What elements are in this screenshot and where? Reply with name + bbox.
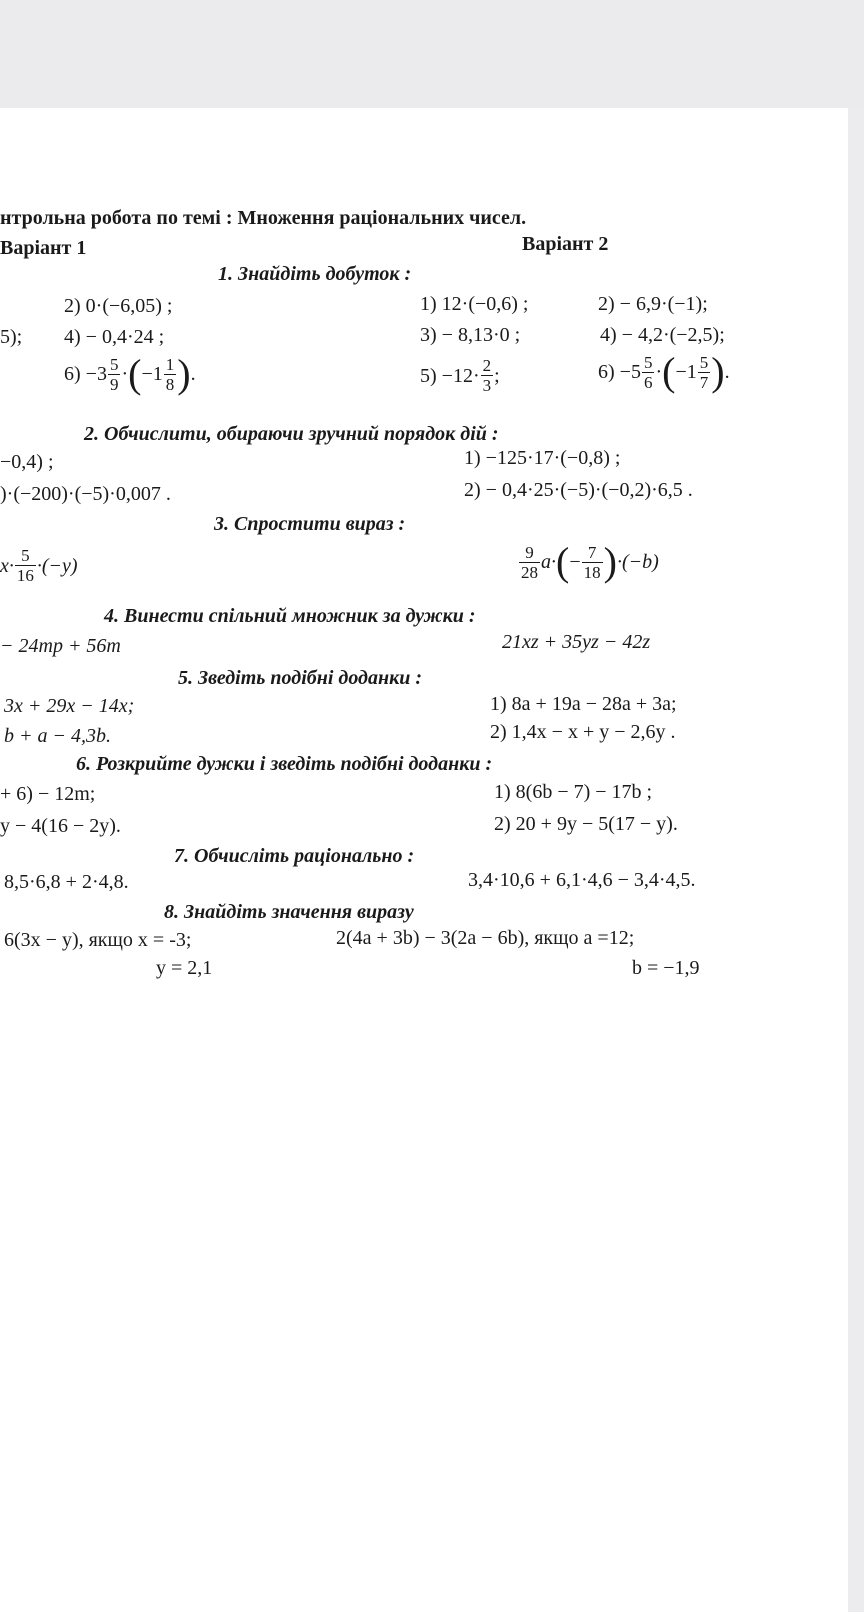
- left-paren: (: [556, 539, 570, 584]
- t1-v2-item-6: [598, 349, 730, 394]
- numerator: 1: [165, 354, 175, 374]
- times-sign: ·: [655, 361, 663, 383]
- t1-v2-5-fraction: [481, 356, 494, 395]
- denominator: 3: [482, 376, 492, 395]
- t1-v2-5-prefix: 5) −12·: [420, 364, 480, 387]
- top-bar: [0, 0, 864, 108]
- t5-v1-item-1: 3x + 29x − 14x;: [4, 695, 135, 717]
- minus-sign: −: [569, 551, 581, 573]
- t8-v2-line-2: b = −1,9: [632, 957, 700, 979]
- t4-v2-expression: 21xz + 35yz − 42z: [502, 631, 651, 653]
- t1-v2-6-fraction-1: [642, 353, 655, 392]
- numerator: 5: [699, 352, 709, 372]
- denominator: 7: [699, 372, 709, 392]
- t3-v2-expression: [518, 539, 659, 584]
- t6-v1-item-1: + 6) − 12m;: [0, 783, 96, 805]
- t8-v2-line-1: 2(4a + 3b) − 3(2a − 6b), якщо a =12;: [336, 927, 635, 949]
- numerator: 5: [15, 546, 36, 566]
- denominator: 28: [521, 562, 538, 582]
- left-paren: (: [128, 351, 142, 396]
- numerator: 2: [482, 356, 492, 375]
- t6-v2-item-2: 2) 20 + 9y − 5(17 − y).: [494, 813, 678, 835]
- variant-2-label: Варіант 2: [522, 233, 609, 255]
- denominator: 8: [165, 374, 175, 394]
- t2-v1-item-1: −0,4) ;: [0, 451, 54, 473]
- t1-v1-6-fraction-2: [164, 355, 177, 394]
- left-paren: (: [662, 349, 676, 394]
- t3-v1-fraction: [15, 546, 36, 585]
- t1-v1-6-inner: −1: [141, 363, 163, 385]
- t1-v1-item-2: 2) 0·(−6,05) ;: [64, 295, 173, 317]
- t2-v1-item-2: )·(−200)·(−5)·0,007 .: [0, 483, 171, 505]
- t3-v2-fraction-2: [582, 543, 603, 582]
- t5-v2-item-2: 2) 1,4x − x + y − 2,6y .: [490, 721, 676, 743]
- t1-v1-6-fraction-1: [108, 355, 121, 394]
- denominator: 9: [109, 374, 119, 394]
- task-2-heading: 2. Обчислити, обираючи зручний порядок дій :: [84, 423, 499, 445]
- task-8-heading: 8. Знайдіть значення виразу: [164, 901, 414, 923]
- denominator: 16: [16, 566, 34, 585]
- t1-v2-6-fraction-2: [698, 353, 711, 392]
- t1-v1-item-6: [64, 351, 196, 396]
- t1-v1-item-4: 4) − 0,4·24 ;: [64, 326, 165, 348]
- t3-v1-suffix: ·(−y): [36, 554, 78, 577]
- numerator: 7: [582, 543, 603, 563]
- t3-v1-expression: [0, 546, 78, 585]
- t8-v1-line-2: y = 2,1: [156, 957, 213, 979]
- t4-v1-expression: − 24mp + 56m: [0, 635, 121, 657]
- t2-v2-item-1: 1) −125·17·(−0,8) ;: [464, 447, 621, 469]
- page-title: нтрольна робота по темі : Множення раціональних чисел.: [0, 207, 527, 229]
- right-gutter: [848, 108, 864, 1612]
- task-6-heading: 6. Розкрийте дужки і зведіть подібні доданки :: [76, 753, 493, 775]
- t7-v1-expression: 8,5·6,8 + 2·4,8.: [4, 871, 129, 893]
- denominator: 6: [643, 372, 653, 392]
- t1-v2-item-5: [420, 356, 500, 395]
- t1-v2-item-4: 4) − 4,2·(−2,5);: [600, 324, 725, 346]
- t3-v1-prefix: x·: [0, 554, 14, 577]
- t3-v2-fraction-1: [519, 543, 540, 582]
- right-paren: ): [603, 539, 617, 584]
- right-paren: ): [177, 351, 191, 396]
- times-sign: ·: [121, 363, 129, 385]
- t1-v1-item-3: 5);: [0, 326, 23, 348]
- task-5-heading: 5. Зведіть подібні доданки :: [178, 667, 423, 689]
- t1-v2-item-3: 3) − 8,13·0 ;: [420, 324, 521, 346]
- right-paren: ): [711, 349, 725, 394]
- variant-1-label: Варіант 1: [0, 237, 87, 259]
- numerator: 9: [519, 543, 540, 563]
- period: .: [724, 361, 730, 383]
- t1-v2-6-prefix: 6) −5: [598, 361, 641, 383]
- t1-v2-item-1: 1) 12·(−0,6) ;: [420, 293, 529, 315]
- t6-v1-item-2: y − 4(16 − 2y).: [0, 815, 121, 837]
- numerator: 5: [643, 352, 653, 372]
- t8-v1-line-1: 6(3x − y), якщо x = -3;: [4, 929, 192, 951]
- period: .: [190, 363, 196, 385]
- t3-v2-suffix: ·(−b): [616, 551, 659, 573]
- t6-v2-item-1: 1) 8(6b − 7) − 17b ;: [494, 781, 653, 803]
- t5-v1-item-2: b + a − 4,3b.: [4, 725, 111, 747]
- t3-v2-variable: a·: [541, 551, 556, 573]
- t1-v2-6-inner: −1: [675, 361, 697, 383]
- t2-v2-item-2: 2) − 0,4·25·(−5)·(−0,2)·6,5 .: [464, 479, 693, 501]
- t1-v1-6-prefix: 6) −3: [64, 363, 107, 385]
- task-3-heading: 3. Спростити вираз :: [214, 513, 406, 535]
- denominator: 18: [583, 562, 601, 582]
- t7-v2-expression: 3,4·10,6 + 6,1·4,6 − 3,4·4,5.: [468, 869, 696, 891]
- task-4-heading: 4. Винести спільний множник за дужки :: [104, 605, 476, 627]
- t5-v2-item-1: 1) 8a + 19a − 28a + 3a;: [490, 693, 677, 715]
- numerator: 5: [109, 354, 119, 374]
- task-7-heading: 7. Обчисліть раціонально :: [174, 845, 415, 867]
- semicolon: ;: [494, 364, 500, 387]
- t1-v2-item-2: 2) − 6,9·(−1);: [598, 293, 708, 315]
- task-1-heading: 1. Знайдіть добуток :: [218, 263, 412, 285]
